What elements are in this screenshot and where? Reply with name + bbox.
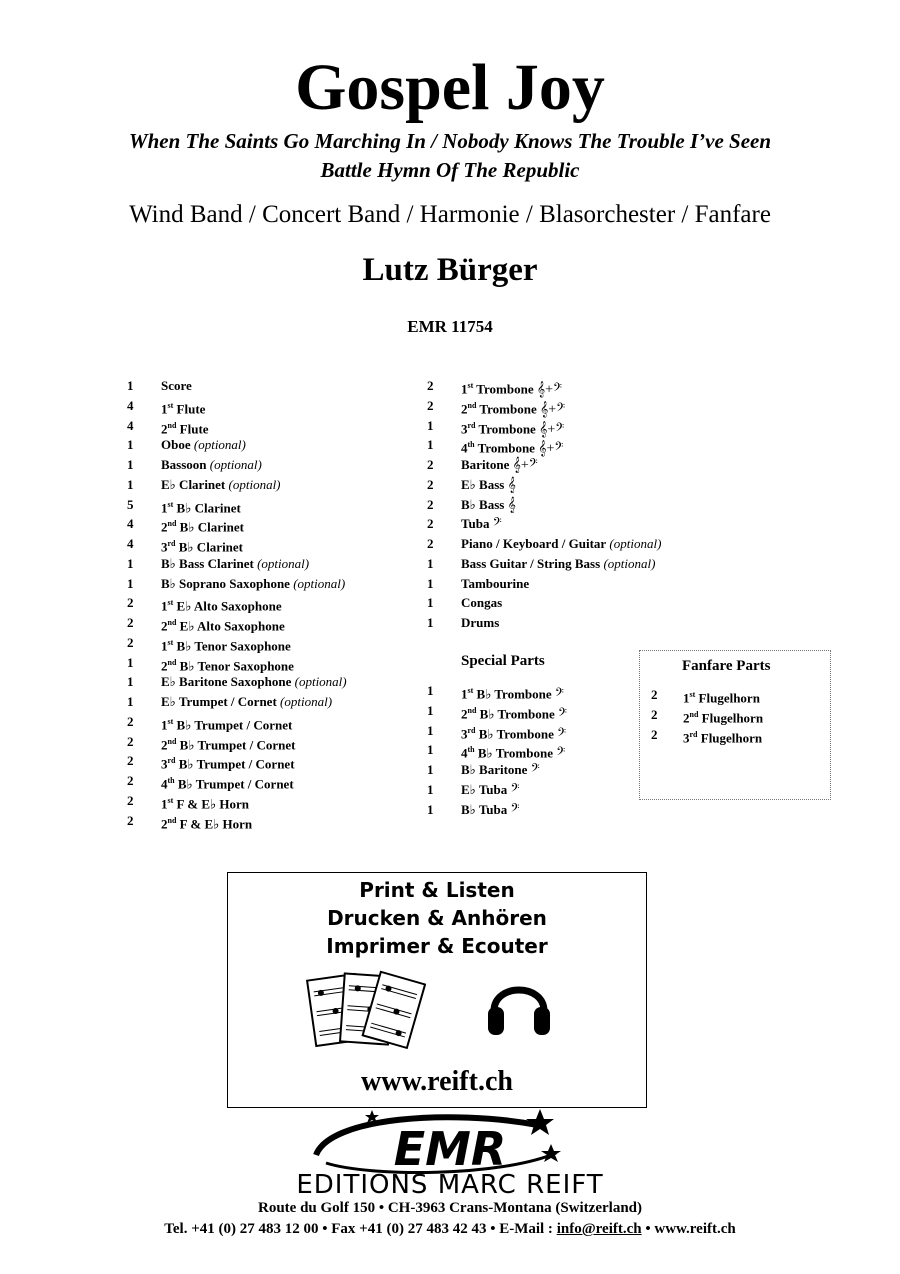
fanfare-parts-box bbox=[639, 650, 831, 800]
part-name-rest: B♭ Trombone bbox=[473, 686, 555, 702]
part-name-rest: B♭ Trumpet / Cornet bbox=[175, 756, 295, 772]
part-quantity: 2 bbox=[427, 476, 434, 492]
ordinal-suffix: rd bbox=[467, 725, 476, 735]
part-quantity: 1 bbox=[427, 742, 434, 758]
part-quantity: 1 bbox=[427, 702, 434, 718]
print-listen-box bbox=[227, 872, 647, 1108]
ordinal-suffix: nd bbox=[167, 618, 177, 627]
clef-icon: 𝄢 bbox=[492, 517, 502, 533]
part-quantity: 2 bbox=[427, 397, 434, 413]
optional-note: (optional) bbox=[206, 457, 262, 472]
emr-logo-text: EMR bbox=[393, 1122, 507, 1176]
part-quantity: 2 bbox=[427, 457, 434, 472]
special-parts-heading: Special Parts bbox=[461, 653, 545, 669]
clef-icon: 𝄞 bbox=[507, 497, 516, 513]
clef-icon: 𝄞+𝄢 bbox=[539, 402, 566, 418]
part-name-text: B♭ Bass Clarinet bbox=[161, 555, 254, 571]
part-quantity: 2 bbox=[651, 687, 658, 702]
part-name bbox=[461, 495, 516, 516]
ordinal-suffix: rd bbox=[689, 730, 698, 739]
part-quantity: 2 bbox=[651, 707, 658, 722]
part-name-text: B♭ Tuba bbox=[461, 801, 511, 817]
part-quantity: 1 bbox=[127, 378, 134, 393]
optional-note: (optional) bbox=[289, 575, 346, 591]
part-name-rest: Trombone bbox=[475, 420, 540, 436]
part-quantity: 1 bbox=[127, 437, 134, 453]
part-name bbox=[461, 554, 655, 574]
part-name-text: Tambourine bbox=[461, 575, 530, 591]
ordinal-suffix: nd bbox=[167, 420, 177, 430]
part-name-rest: B♭ Tenor Saxophone bbox=[173, 638, 291, 654]
part-name-text: 3 bbox=[161, 539, 168, 555]
part-name bbox=[161, 554, 309, 574]
part-name-text: Drums bbox=[461, 615, 500, 630]
headphones-icon bbox=[486, 969, 552, 1039]
part-name-text: 2 bbox=[161, 519, 168, 535]
part-name-rest: B♭ Clarinet bbox=[176, 519, 244, 535]
part-quantity: 1 bbox=[427, 801, 434, 817]
ordinal-suffix: rd bbox=[467, 420, 476, 430]
clef-icon: 𝄞+𝄢 bbox=[539, 421, 565, 437]
optional-note: (optional) bbox=[190, 437, 246, 453]
part-name-text: 3 bbox=[683, 730, 690, 746]
part-quantity: 2 bbox=[651, 727, 658, 742]
part-name-text: 3 bbox=[461, 725, 468, 741]
part-name-text: E♭ Clarinet bbox=[161, 476, 226, 492]
subtitle-line1: When The Saints Go Marching In / Nobody Knows The Trouble I’ve Seen bbox=[128, 129, 772, 153]
part-quantity: 1 bbox=[427, 762, 434, 777]
fanfare-parts-heading: Fanfare Parts bbox=[682, 658, 771, 674]
part-name-text: B♭ Soprano Saxophone bbox=[161, 575, 290, 591]
part-name-text: B♭ Baritone bbox=[461, 762, 531, 777]
part-name-text: 2 bbox=[461, 706, 468, 722]
band-types: Wind Band / Concert Band / Harmonie / Blasorchester / Fanfare bbox=[129, 201, 771, 228]
part-name bbox=[161, 455, 262, 475]
ordinal-suffix: rd bbox=[167, 756, 176, 766]
clef-icon: 𝄞+𝄢 bbox=[538, 441, 564, 457]
clef-icon: 𝄢 bbox=[510, 782, 520, 798]
part-name-rest: E♭ Alto Saxophone bbox=[176, 618, 285, 634]
part-name-text: Score bbox=[161, 378, 192, 393]
ordinal-suffix: st bbox=[467, 686, 474, 695]
part-quantity: 2 bbox=[427, 496, 434, 512]
part-name bbox=[683, 725, 762, 748]
part-name bbox=[461, 593, 502, 613]
ordinal-suffix: st bbox=[689, 690, 696, 699]
part-name-rest: B♭ Clarinet bbox=[173, 499, 241, 515]
clef-icon: 𝄢 bbox=[557, 726, 567, 742]
ordinal-suffix: st bbox=[167, 716, 174, 726]
part-name-rest: B♭ Trumpet / Cornet bbox=[173, 717, 293, 733]
part-quantity: 2 bbox=[127, 615, 134, 630]
part-quantity: 1 bbox=[127, 694, 134, 709]
part-name-text: Piano / Keyboard / Guitar bbox=[461, 536, 607, 551]
clef-icon: 𝄞+𝄢 bbox=[536, 382, 563, 398]
website-link[interactable]: www.reift.ch bbox=[361, 1066, 513, 1097]
part-quantity: 1 bbox=[127, 674, 134, 690]
part-quantity: 1 bbox=[427, 595, 434, 611]
part-name-rest: B♭ Trombone bbox=[475, 725, 558, 741]
part-name-text: 4 bbox=[461, 440, 468, 456]
clef-icon: 𝄢 bbox=[554, 687, 564, 703]
part-name-text: 2 bbox=[461, 401, 468, 417]
part-name-rest: F & E♭ Horn bbox=[176, 815, 253, 831]
part-name-text: 2 bbox=[161, 736, 168, 752]
contact-phone-fax: Tel. +41 (0) 27 483 12 00 • Fax +41 (0) 27 483 42 43 • E-Mail : bbox=[164, 1221, 557, 1237]
part-name bbox=[461, 574, 529, 594]
part-name-rest: B♭ Trombone bbox=[476, 706, 559, 722]
part-name-text: 2 bbox=[161, 657, 168, 673]
part-name-text: 1 bbox=[161, 598, 168, 614]
part-name-text: Bassoon bbox=[161, 457, 207, 472]
part-name-rest: Flugelhorn bbox=[697, 730, 763, 746]
part-name-rest: B♭ Trombone bbox=[474, 745, 557, 761]
part-name-text: 1 bbox=[161, 717, 168, 733]
part-name-text: 1 bbox=[461, 686, 468, 702]
part-name bbox=[161, 672, 347, 692]
ordinal-suffix: nd bbox=[167, 657, 177, 667]
ordinal-suffix: nd bbox=[167, 736, 177, 746]
part-name-text: 4 bbox=[461, 745, 468, 761]
email-link[interactable]: info@reift.ch bbox=[556, 1221, 642, 1237]
ordinal-suffix: th bbox=[467, 745, 475, 755]
part-name-text: 2 bbox=[161, 420, 168, 436]
part-name-rest: Trombone bbox=[473, 381, 537, 397]
part-name-text: 1 bbox=[161, 638, 168, 654]
part-quantity: 1 bbox=[127, 654, 134, 670]
part-quantity: 1 bbox=[427, 437, 434, 453]
clef-icon: 𝄢 bbox=[510, 802, 520, 818]
publisher-contact bbox=[0, 1219, 900, 1239]
print-listen-en: Print & Listen bbox=[359, 878, 515, 902]
part-quantity: 2 bbox=[127, 812, 134, 828]
optional-note: (optional) bbox=[291, 674, 347, 690]
part-name-text: 1 bbox=[161, 796, 168, 812]
clef-icon: 𝄞+𝄢 bbox=[512, 458, 538, 473]
part-name bbox=[161, 435, 246, 455]
ordinal-suffix: nd bbox=[167, 815, 177, 825]
part-quantity: 1 bbox=[427, 615, 434, 630]
optional-note: (optional) bbox=[600, 555, 656, 571]
part-quantity: 2 bbox=[127, 792, 134, 808]
part-name bbox=[461, 514, 502, 535]
part-quantity: 2 bbox=[427, 536, 434, 551]
part-quantity: 1 bbox=[427, 575, 434, 591]
part-name bbox=[161, 574, 345, 594]
part-name-text: 4 bbox=[161, 776, 168, 792]
part-name-text: E♭ Bass bbox=[461, 476, 508, 492]
ordinal-suffix: th bbox=[467, 440, 475, 450]
part-quantity: 2 bbox=[127, 733, 134, 749]
part-quantity: 2 bbox=[127, 753, 134, 769]
optional-note: (optional) bbox=[276, 694, 333, 709]
part-quantity: 2 bbox=[127, 773, 134, 788]
subtitle-line2: Battle Hymn Of The Republic bbox=[320, 158, 580, 182]
optional-note: (optional) bbox=[606, 536, 662, 551]
publisher-address: Route du Golf 150 • CH-3963 Crans-Montana (Switzerland) bbox=[258, 1200, 642, 1216]
part-name-rest: Flugelhorn bbox=[695, 690, 760, 706]
clef-icon: 𝄢 bbox=[556, 746, 566, 762]
part-quantity: 1 bbox=[427, 683, 434, 698]
part-quantity: 1 bbox=[127, 555, 134, 571]
title: Gospel Joy bbox=[295, 51, 605, 124]
part-quantity: 2 bbox=[427, 516, 434, 532]
part-name-rest: Trombone bbox=[474, 440, 539, 456]
part-name-rest: Flute bbox=[176, 420, 209, 436]
part-name-rest: B♭ Clarinet bbox=[175, 539, 244, 555]
part-quantity: 2 bbox=[127, 713, 134, 729]
part-quantity: 2 bbox=[427, 378, 434, 393]
part-name bbox=[461, 613, 499, 633]
part-name-text: 3 bbox=[161, 756, 168, 772]
ordinal-suffix: st bbox=[167, 598, 174, 608]
part-quantity: 4 bbox=[127, 516, 134, 532]
print-listen-de: Drucken & Anhören bbox=[327, 906, 547, 930]
composer: Lutz Bürger bbox=[362, 252, 538, 288]
part-name bbox=[461, 534, 661, 554]
ordinal-suffix: nd bbox=[467, 400, 477, 410]
clef-icon: 𝄢 bbox=[530, 763, 540, 778]
ordinal-suffix: rd bbox=[167, 539, 176, 548]
part-name-text: Baritone bbox=[461, 457, 513, 472]
ordinal-suffix: nd bbox=[689, 710, 699, 719]
part-quantity: 1 bbox=[427, 781, 434, 797]
part-name-text: E♭ Baritone Saxophone bbox=[161, 674, 292, 690]
clef-icon: 𝄢 bbox=[558, 707, 568, 723]
part-name bbox=[461, 800, 520, 821]
ordinal-suffix: st bbox=[467, 381, 474, 390]
part-name bbox=[161, 811, 252, 834]
part-name bbox=[161, 475, 281, 495]
part-name-text: 2 bbox=[161, 618, 168, 634]
catalog-code: EMR 11754 bbox=[407, 317, 493, 336]
sheet-music-icon bbox=[306, 969, 426, 1055]
part-name-text: Oboe bbox=[161, 437, 191, 453]
ordinal-suffix: nd bbox=[167, 519, 177, 529]
part-name-text: 1 bbox=[683, 690, 690, 706]
ordinal-suffix: st bbox=[167, 400, 174, 410]
part-quantity: 4 bbox=[127, 536, 134, 551]
part-name-text: 3 bbox=[461, 420, 468, 436]
part-quantity: 2 bbox=[127, 634, 134, 650]
part-name-rest: B♭ Trumpet / Cornet bbox=[176, 736, 296, 752]
part-quantity: 5 bbox=[127, 496, 134, 512]
part-quantity: 4 bbox=[127, 397, 134, 413]
part-name bbox=[461, 475, 516, 496]
part-name bbox=[461, 455, 538, 476]
part-quantity: 1 bbox=[127, 457, 134, 472]
part-name-text: 1 bbox=[161, 401, 168, 417]
part-name-text: 1 bbox=[461, 381, 468, 397]
part-quantity: 1 bbox=[427, 722, 434, 738]
part-quantity: 1 bbox=[427, 417, 434, 433]
part-name bbox=[161, 692, 332, 712]
ordinal-suffix: st bbox=[167, 795, 174, 805]
part-name-rest: B♭ Trumpet / Cornet bbox=[174, 776, 294, 792]
part-name-rest: Flugelhorn bbox=[698, 710, 764, 726]
optional-note: (optional) bbox=[253, 555, 310, 571]
ordinal-suffix: st bbox=[167, 637, 174, 647]
part-quantity: 1 bbox=[427, 555, 434, 571]
part-name-text: 2 bbox=[161, 815, 168, 831]
part-name bbox=[461, 780, 520, 801]
print-listen-fr: Imprimer & Ecouter bbox=[326, 934, 548, 958]
clef-icon: 𝄞 bbox=[507, 477, 516, 493]
part-quantity: 1 bbox=[127, 575, 134, 591]
part-quantity: 1 bbox=[127, 476, 134, 492]
part-quantity: 2 bbox=[127, 595, 134, 611]
part-name-text: Tuba bbox=[461, 516, 493, 532]
ordinal-suffix: nd bbox=[467, 705, 477, 715]
part-name-rest: Flute bbox=[173, 401, 206, 417]
part-name-text: 1 bbox=[161, 499, 168, 515]
ordinal-suffix: st bbox=[167, 499, 174, 509]
part-name-text: E♭ Tuba bbox=[461, 781, 511, 797]
part-name bbox=[161, 376, 192, 396]
part-name-text: Bass Guitar / String Bass bbox=[461, 555, 601, 571]
part-name bbox=[461, 760, 540, 781]
part-name-text: E♭ Trumpet / Cornet bbox=[161, 694, 277, 709]
part-name-rest: F & E♭ Horn bbox=[173, 796, 249, 812]
ordinal-suffix: th bbox=[167, 776, 175, 785]
part-name-text: B♭ Bass bbox=[461, 496, 508, 512]
contact-website: • www.reift.ch bbox=[641, 1221, 736, 1237]
part-name-text: Congas bbox=[461, 595, 503, 611]
part-quantity: 4 bbox=[127, 417, 134, 433]
part-name-rest: E♭ Alto Saxophone bbox=[173, 598, 282, 614]
publisher-name: EDITIONS MARC REIFT bbox=[296, 1170, 604, 1200]
part-name-rest: B♭ Tenor Saxophone bbox=[176, 657, 294, 673]
part-name-rest: Trombone bbox=[476, 401, 540, 417]
part-name-text: 2 bbox=[683, 710, 690, 726]
optional-note: (optional) bbox=[225, 476, 281, 492]
